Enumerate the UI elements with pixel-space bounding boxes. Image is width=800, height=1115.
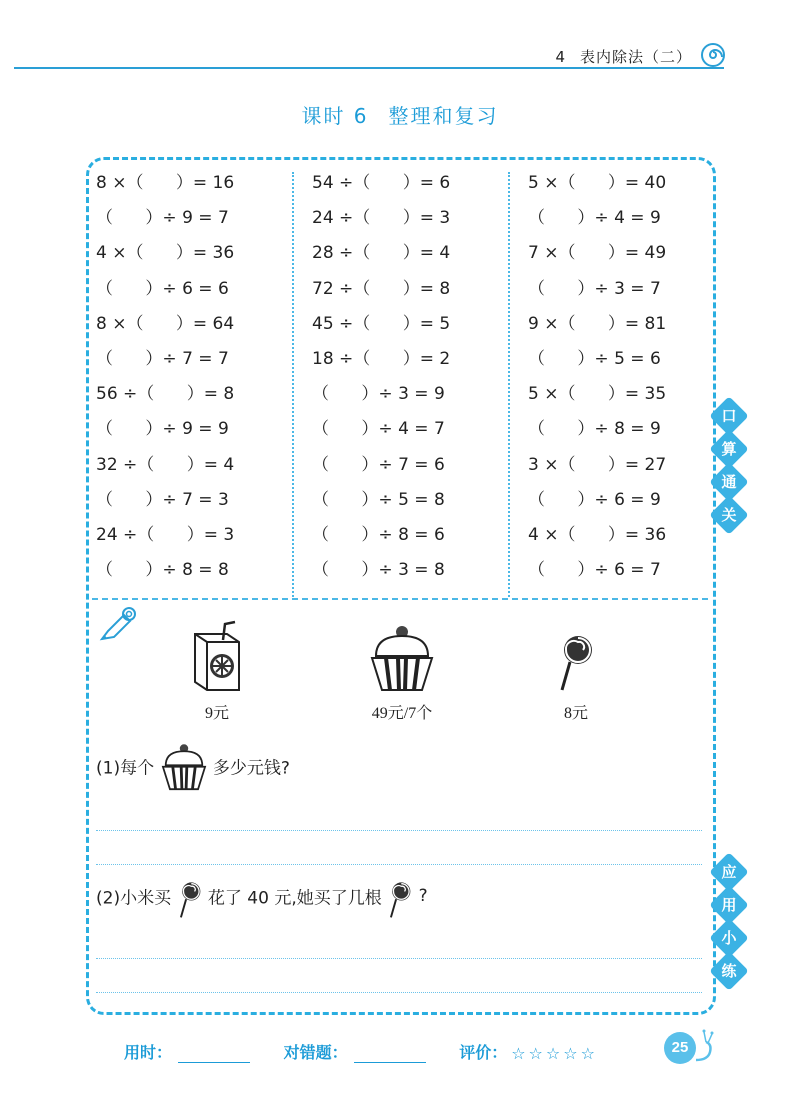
calc-item[interactable]: 8 ×（ ）= 16 <box>96 173 235 193</box>
calc-column-3 <box>528 168 666 590</box>
side-badge: 口 <box>709 396 749 436</box>
calc-item[interactable]: 32 ÷（ ）= 4 <box>96 454 235 475</box>
calc-item[interactable]: 18 ÷（ ）= 2 <box>312 348 451 369</box>
calc-item[interactable]: （ ）÷ 8 = 8 <box>96 560 229 581</box>
calc-item[interactable]: 5 ×（ ）= 40 <box>528 173 667 193</box>
calc-item[interactable]: （ ）÷ 4 = 9 <box>528 208 661 229</box>
calc-item[interactable]: 56 ÷（ ）= 8 <box>96 384 235 405</box>
calc-item[interactable]: 4 ×（ ）= 36 <box>528 524 667 545</box>
item-cupcake <box>352 620 452 723</box>
calc-item[interactable]: 24 ÷（ ）= 3 <box>96 524 235 545</box>
page-number: 25 <box>664 1032 696 1064</box>
calc-item[interactable]: （ ）÷ 5 = 6 <box>528 348 661 369</box>
calc-item[interactable]: 45 ÷（ ）= 5 <box>312 313 451 334</box>
lesson-name: 整理和复习 <box>388 104 499 128</box>
answer-line[interactable] <box>96 992 702 993</box>
calc-item[interactable]: （ ）÷ 7 = 3 <box>96 489 229 510</box>
item-lollipop <box>554 620 598 723</box>
chapter-title: 表内除法（二） <box>579 48 692 66</box>
question-1-suffix: 多少元钱? <box>212 758 290 779</box>
answer-line[interactable] <box>96 830 702 831</box>
calc-item[interactable]: 72 ÷（ ）= 8 <box>312 278 451 299</box>
question-2-middle: 花了 40 元,她买了几根 <box>207 888 382 909</box>
side-tab-oral <box>713 400 749 534</box>
question-1-prefix: (1)每个 <box>96 758 155 779</box>
answer-line[interactable] <box>96 864 702 865</box>
spiral-icon <box>700 42 726 68</box>
calc-item[interactable]: 24 ÷（ ）= 3 <box>312 208 451 229</box>
calc-item[interactable]: （ ）÷ 7 = 7 <box>96 348 229 369</box>
calc-item[interactable]: （ ）÷ 3 = 8 <box>312 560 445 581</box>
side-badge: 关 <box>709 495 749 535</box>
time-blank[interactable] <box>178 1045 250 1063</box>
calc-item[interactable]: （ ）÷ 3 = 9 <box>312 384 445 405</box>
calc-column-2 <box>312 168 450 590</box>
chapter-number: 4 <box>555 48 566 66</box>
side-badge: 小 <box>709 918 749 958</box>
cupcake-icon <box>160 740 208 792</box>
column-divider <box>292 172 294 597</box>
item-juice <box>182 620 252 723</box>
calc-item[interactable]: （ ）÷ 3 = 7 <box>528 278 661 299</box>
rating-stars[interactable]: ☆☆☆☆☆ <box>511 1044 598 1063</box>
pencil-icon <box>98 605 138 643</box>
rating-label: 评价： <box>459 1043 508 1062</box>
calc-item[interactable]: （ ）÷ 8 = 6 <box>312 524 445 545</box>
calc-item[interactable]: 8 ×（ ）= 64 <box>96 313 235 334</box>
lesson-label: 课时 6 <box>301 104 369 128</box>
calc-item[interactable]: 9 ×（ ）= 81 <box>528 313 667 334</box>
question-2 <box>96 872 428 920</box>
juice-box-icon <box>187 620 247 694</box>
calc-item[interactable]: （ ）÷ 9 = 9 <box>96 419 229 440</box>
calc-item[interactable]: （ ）÷ 7 = 6 <box>312 454 445 475</box>
side-badge: 通 <box>709 462 749 502</box>
column-divider <box>508 172 510 597</box>
calc-item[interactable]: （ ）÷ 8 = 9 <box>528 419 661 440</box>
calc-item[interactable]: 5 ×（ ）= 35 <box>528 384 667 405</box>
side-tab-apply <box>713 856 749 990</box>
errors-label: 对错题： <box>283 1043 348 1062</box>
cupcake-icon <box>368 620 436 694</box>
calc-item[interactable]: 54 ÷（ ）= 6 <box>312 173 451 193</box>
question-1 <box>96 740 290 792</box>
question-2-suffix: ? <box>418 886 428 906</box>
errors-blank[interactable] <box>354 1045 426 1063</box>
footer <box>124 1040 598 1063</box>
calc-item[interactable]: 3 ×（ ）= 27 <box>528 454 667 475</box>
calc-item[interactable]: （ ）÷ 6 = 6 <box>96 278 229 299</box>
lollipop-icon <box>387 872 413 920</box>
calc-column-1 <box>96 168 234 590</box>
time-label: 用时： <box>124 1043 173 1062</box>
section-divider <box>92 598 708 600</box>
lollipop-icon <box>556 620 596 694</box>
calc-item[interactable]: 28 ÷（ ）= 4 <box>312 243 451 264</box>
side-badge: 应 <box>709 852 749 892</box>
answer-line[interactable] <box>96 958 702 959</box>
side-badge: 练 <box>709 951 749 991</box>
lollipop-icon <box>177 872 203 920</box>
calc-item[interactable]: （ ）÷ 9 = 7 <box>96 208 229 229</box>
calc-item[interactable]: （ ）÷ 4 = 7 <box>312 419 445 440</box>
calc-item[interactable]: （ ）÷ 6 = 7 <box>528 560 661 581</box>
question-2-prefix: (2)小米买 <box>96 888 172 909</box>
side-badge: 用 <box>709 885 749 925</box>
page-number-badge <box>656 1026 716 1068</box>
price-label: 8元 <box>563 705 588 722</box>
calc-item[interactable]: （ ）÷ 5 = 8 <box>312 489 445 510</box>
calc-item[interactable]: 7 ×（ ）= 49 <box>528 243 667 264</box>
calc-item[interactable]: 4 ×（ ）= 36 <box>96 243 235 264</box>
chapter-heading <box>555 46 692 67</box>
price-label: 9元 <box>204 705 229 722</box>
side-badge: 算 <box>709 429 749 469</box>
lesson-title <box>0 100 800 129</box>
header-rule <box>14 67 724 69</box>
calc-item[interactable]: （ ）÷ 6 = 9 <box>528 489 661 510</box>
price-label: 49元/7个 <box>371 705 433 722</box>
